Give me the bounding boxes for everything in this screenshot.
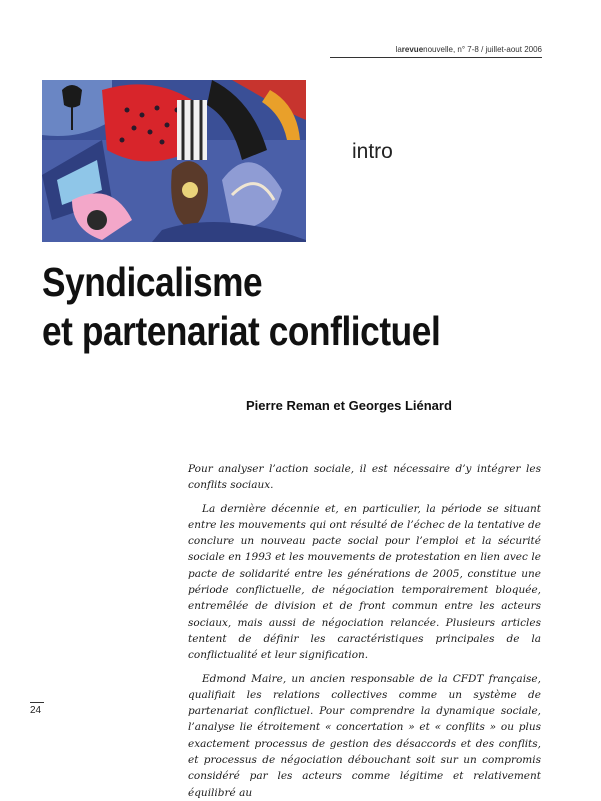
brand-prefix: la — [395, 45, 402, 54]
article-authors: Pierre Reman et Georges Liénard — [246, 398, 452, 413]
paragraph-3: Edmond Maire, un ancien responsable de la CFDT française, qualifiait les relations collectives comme un système de partenariat conflictuel. Pour comprendre la dynamique sociale, l’analyse lie étroitement « concertation » et « conflits » ou plus exactement processus de gestion des désaccords et des conflits, et processus de négociation débouchant soit sur un compromis considéré par les acteurs comme légitime et relativement équilibré au — [188, 672, 541, 799]
section-label: intro — [352, 140, 393, 163]
brand-bold: revue — [401, 45, 424, 54]
cover-artwork — [42, 80, 306, 242]
footer-rule — [30, 702, 44, 703]
brand-suffix: nouvelle — [423, 45, 453, 54]
paragraph-1: Pour analyser l’action sociale, il est nécessaire d’y intégrer les conflits sociaux. — [188, 463, 541, 492]
article-body — [188, 461, 541, 801]
title-line-1: Syndicalisme — [42, 259, 263, 305]
running-header — [330, 45, 542, 54]
paragraph-2: La dernière décennie et, en particulier, la période se situant entre les mouvements qui ont résulté de l’échec de la tentative de conclure un nouveau pacte social pour l’emploi et la sécurité sociale en 1993 et les mouvements de protestation en lien avec le pacte de solidarité entre les générations de 2005, constitue une période conflictuelle, de négociation temporairement bloquée, entremêlée de division et de front commun entre les acteurs sociaux, mais aussi de négociation relancée. Plusieurs articles tentent de définir les caractéristiques principales de la conflictualité et leur signification. — [188, 502, 541, 662]
abstract-painting — [42, 80, 306, 242]
title-line-2: et partenariat conflictuel — [42, 308, 441, 354]
header-rule — [330, 57, 542, 58]
page-number: 24 — [30, 705, 42, 716]
issue-info: , n° 7-8 / juillet-aout 2006 — [452, 45, 542, 54]
article-title — [42, 258, 440, 356]
